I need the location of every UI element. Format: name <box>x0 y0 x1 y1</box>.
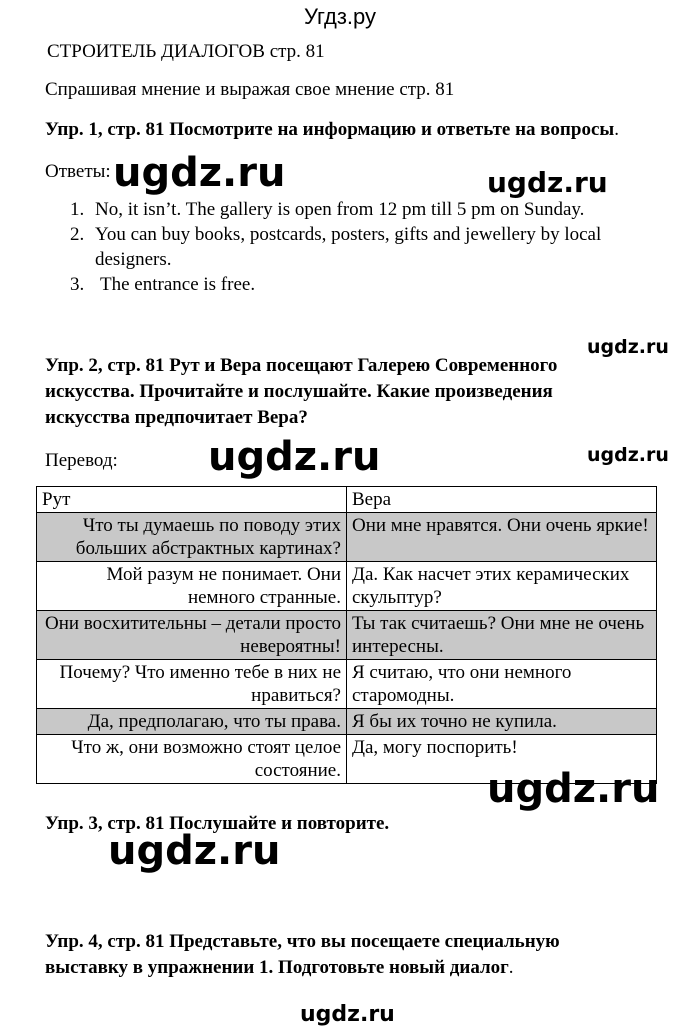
ruth-line: Они восхитительны – детали просто невероятны! <box>37 611 347 660</box>
exercise-4-title-line-2: выставку в упражнении 1. Подготовьте новый диалог. <box>45 957 514 978</box>
watermark: ugdz.ru <box>587 444 669 466</box>
vera-line: Ты так считаешь? Они мне не очень интересны. <box>347 611 657 660</box>
exercise-1-title-text: Упр. 1, стр. 81 Посмотрите на информацию и ответьте на вопросы <box>45 119 615 140</box>
list-item: 2. You can buy books, postcards, posters, gifts and jewellery by local designers. <box>70 224 602 270</box>
table-row <box>37 611 657 660</box>
table-row <box>37 513 657 562</box>
table-row <box>37 660 657 709</box>
ruth-line: Что ж, они возможно стоят целое состояние. <box>37 735 347 784</box>
table-row <box>37 562 657 611</box>
vera-line: Они мне нравятся. Они очень яркие! <box>347 513 657 562</box>
watermark: ugdz.ru <box>487 166 608 199</box>
answers-label: Ответы: <box>45 161 111 182</box>
column-header-ruth: Рут <box>37 487 347 513</box>
exercise-4-title-line-1: Упр. 4, стр. 81 Представьте, что вы посещаете специальную <box>45 931 560 952</box>
vera-line: Я бы их точно не купила. <box>347 709 657 735</box>
table-header-row <box>37 487 657 513</box>
section-heading: СТРОИТЕЛЬ ДИАЛОГОВ стр. 81 <box>47 41 325 62</box>
watermark: ugdz.ru <box>108 828 281 874</box>
subheading: Спрашивая мнение и выражая свое мнение стр. 81 <box>45 79 455 100</box>
exercise-2-title-line-2: искусства. Прочитайте и послушайте. Какие произведения <box>45 381 553 402</box>
ruth-line: Что ты думаешь по поводу этих больших абстрактных картинах? <box>37 513 347 562</box>
exercise-4-title-line-2-text: выставку в упражнении 1. Подготовьте новый диалог <box>45 957 509 978</box>
table-row <box>37 709 657 735</box>
exercise-2-title-line-1: Упр. 2, стр. 81 Рут и Вера посещают Галерею Современного <box>45 355 558 376</box>
ruth-line: Почему? Что именно тебе в них не нравиться? <box>37 660 347 709</box>
vera-line: Я считаю, что они немного старомодны. <box>347 660 657 709</box>
exercise-1-title: Упр. 1, стр. 81 Посмотрите на информацию и ответьте на вопросы. <box>45 119 619 140</box>
site-title: Угдз.ру <box>303 4 377 29</box>
vera-line: Да. Как насчет этих керамических скульптур? <box>347 562 657 611</box>
list-item: 1. No, it isn’t. The gallery is open from 12 pm till 5 pm on Sunday. <box>70 199 585 220</box>
list-item: 3. The entrance is free. <box>70 274 256 295</box>
exercise-2-title-line-3: искусства предпочитает Вера? <box>45 407 308 428</box>
translation-label: Перевод: <box>45 450 118 471</box>
ruth-line: Мой разум не понимает. Они немного странные. <box>37 562 347 611</box>
watermark: ugdz.ru <box>487 766 660 812</box>
watermark: ugdz.ru <box>300 1002 395 1027</box>
answers-list <box>45 197 635 297</box>
watermark: ugdz.ru <box>208 434 381 480</box>
vera-line: Да, могу поспорить! <box>347 735 657 784</box>
watermark: ugdz.ru <box>587 336 669 358</box>
watermark: ugdz.ru <box>113 150 286 196</box>
dialog-table <box>36 486 657 784</box>
column-header-vera: Вера <box>347 487 657 513</box>
ruth-line: Да, предполагаю, что ты права. <box>37 709 347 735</box>
exercise-3-title: Упр. 3, стр. 81 Послушайте и повторите. <box>45 813 390 834</box>
